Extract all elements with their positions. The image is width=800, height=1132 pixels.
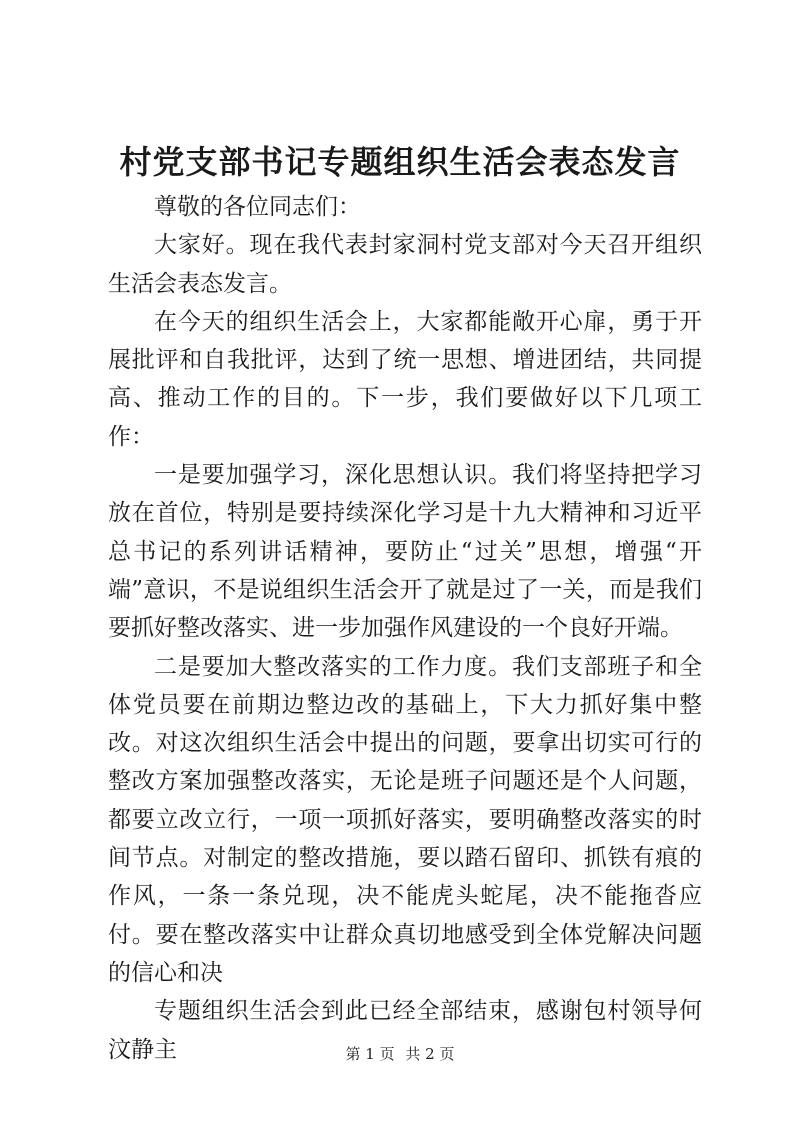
document-body [108,188,702,1069]
paragraph-salutation: 尊敬的各位同志们： [154,194,361,220]
page-footer [0,1044,800,1064]
paragraph-intro: 在今天的组织生活会上，大家都能敞开心扉，勇于开展批评和自我批评，达到了统一思想、增进团结，共同提高、推动工作的目的。下一步，我们要做好以下几项工作： [108,308,702,450]
page-total: 共 2 页 [405,1045,455,1063]
paragraph-closing: 专题组织生活会到此已经全部结束，感谢包村领导何汶静主 [108,998,702,1063]
page-number: 第 1 页 [345,1045,395,1063]
paragraph-point-two: 二是要加大整改落实的工作力度。我们支部班子和全体党员要在前期边整边改的基础上，下大力抓好集中整改。对这次组织生活会中提出的问题，要拿出切实可行的整改方案加强整改落实，无论是班子问题还是个人问题，都要立改立行，一项一项抓好落实，要明确整改落实的时间节点。对制定的整改措施，要以踏石留印、抓铁有痕的作风，一条一条兑现，决不能虎头蛇尾，决不能拖沓应付。要在整改落实中让群众真切地感受到全体党解决问题的信心和决 [108,653,702,986]
paragraph-greeting: 大家好。现在我代表封家洞村党支部对今天召开组织生活会表态发言。 [108,232,702,297]
document-title: 村党支部书记专题组织生活会表态发言 [119,143,681,181]
paragraph-point-one: 一是要加强学习，深化思想认识。我们将坚持把学习放在首位，特别是要持续深化学习是十九大精神和习近平总书记的系列讲话精神，要防止“过关”思想，增强“开端”意识，不是说组织生活会开了就是过了一关，而是我们要抓好整改落实、进一步加强作风建设的一个良好开端。 [108,462,702,642]
